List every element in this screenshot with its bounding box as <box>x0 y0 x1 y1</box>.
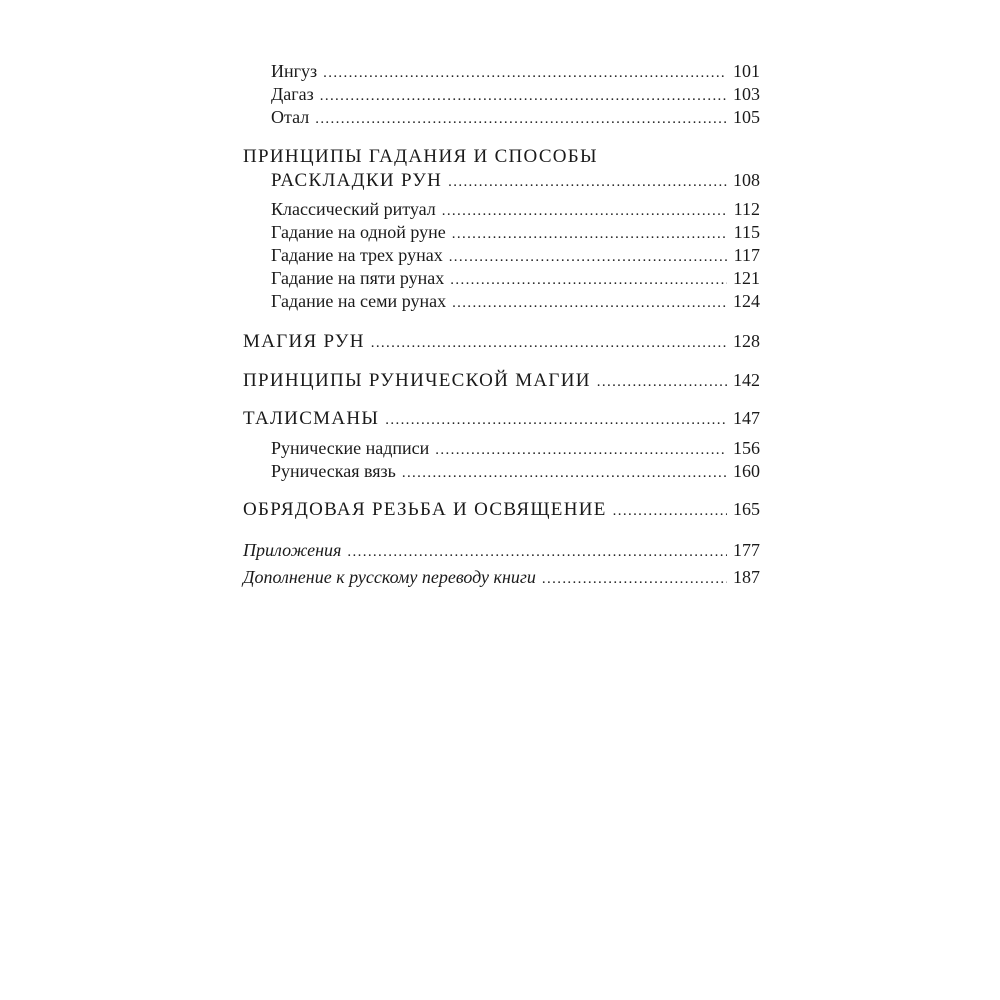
toc-entry-page: 160 <box>733 461 760 481</box>
toc-entry-title: Дополнение к русскому переводу книги <box>243 567 536 587</box>
toc-entry-title: ПРИНЦИПЫ РУНИЧЕСКОЙ МАГИИ <box>243 370 591 391</box>
toc-entry-page: 101 <box>733 61 760 81</box>
toc-entry <box>271 437 760 461</box>
toc-section-heading-line1: ПРИНЦИПЫ ГАДАНИЯ И СПОСОБЫ <box>243 146 598 167</box>
toc-entry-title: РАСКЛАДКИ РУН <box>271 170 443 191</box>
dot-leader <box>402 462 727 484</box>
toc-entry-page: 117 <box>733 245 760 265</box>
toc-entry <box>271 290 760 314</box>
dot-leader <box>449 246 728 268</box>
toc-entry-title: Отал <box>271 107 310 127</box>
toc-entry-title: Приложения <box>243 540 342 560</box>
toc-entry-title: Рунические надписи <box>271 438 430 458</box>
toc-entry-page: 156 <box>733 438 760 458</box>
toc-entry-title: Дагаз <box>271 84 314 104</box>
toc-entry-page: 108 <box>733 170 760 190</box>
dot-leader <box>542 568 727 590</box>
toc-entry <box>271 244 760 268</box>
toc-entry-title: ТАЛИСМАНЫ <box>243 408 380 429</box>
toc-entry-page: 187 <box>733 567 760 587</box>
toc-appendix-entry <box>243 566 760 590</box>
toc-entry-page: 142 <box>733 370 760 390</box>
toc-appendix-entry <box>243 539 760 563</box>
toc-section-heading <box>243 498 760 522</box>
toc-entry-title: Гадание на трех рунах <box>271 245 443 265</box>
dot-leader <box>442 200 728 222</box>
toc-entry-title: Классический ритуал <box>271 199 436 219</box>
toc-entry-page: 115 <box>733 222 760 242</box>
dot-leader <box>452 292 727 314</box>
toc-entry <box>271 83 760 107</box>
dot-leader <box>597 371 727 393</box>
toc-entry-title: ОБРЯДОВАЯ РЕЗЬБА И ОСВЯЩЕНИЕ <box>243 499 607 520</box>
toc-entry-page: 105 <box>733 107 760 127</box>
dot-leader <box>613 500 727 522</box>
toc-section-heading <box>243 369 760 393</box>
dot-leader <box>448 171 727 193</box>
dot-leader <box>315 108 727 130</box>
toc-entry-page: 165 <box>733 499 760 519</box>
toc-entry-page: 124 <box>733 291 760 311</box>
toc-entry-page: 147 <box>733 408 760 428</box>
toc-entry <box>271 460 760 484</box>
toc-entry <box>271 60 760 84</box>
dot-leader <box>323 62 727 84</box>
toc-entry-title: Ингуз <box>271 61 318 81</box>
toc-entry-page: 103 <box>733 84 760 104</box>
toc-entry <box>271 267 760 291</box>
dot-leader <box>452 223 728 245</box>
toc-entry-title: Руническая вязь <box>271 461 396 481</box>
dot-leader <box>320 85 727 107</box>
toc-entry-title: Гадание на пяти рунах <box>271 268 445 288</box>
dot-leader <box>371 332 727 354</box>
toc-section-heading <box>271 169 760 193</box>
toc-entry-page: 112 <box>733 199 760 219</box>
toc-entry-title: Гадание на одной руне <box>271 222 446 242</box>
dot-leader <box>435 439 727 461</box>
toc-entry <box>271 221 760 245</box>
dot-leader <box>385 409 727 431</box>
toc-entry-title: Гадание на семи рунах <box>271 291 447 311</box>
toc-entry-page: 121 <box>733 268 760 288</box>
toc-entry-page: 128 <box>733 331 760 351</box>
toc-entry-title: МАГИЯ РУН <box>243 331 365 352</box>
toc-entry-page: 177 <box>733 540 760 560</box>
toc-section-heading <box>243 330 760 354</box>
dot-leader <box>450 269 727 291</box>
toc-entry <box>271 198 760 222</box>
dot-leader <box>347 541 727 563</box>
toc-section-heading <box>243 407 760 431</box>
toc-entry <box>271 106 760 130</box>
